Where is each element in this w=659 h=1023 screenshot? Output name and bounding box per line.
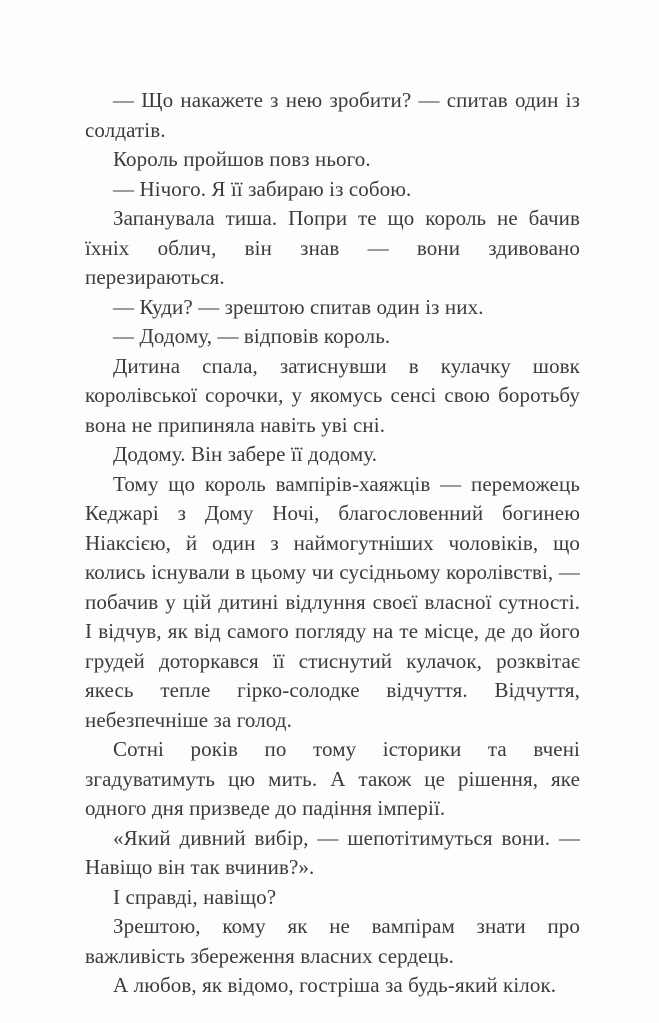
paragraph-dialog: — Куди? — зрештою спитав один із них. xyxy=(113,294,484,319)
paragraph-dialog: — Що накажете з нею зробити? — спитав один із солдатів. xyxy=(85,88,580,142)
book-page-text-block xyxy=(85,86,580,1001)
paragraph-dialog: — Додому, — відповів король. xyxy=(113,324,391,348)
paragraph: Зрештою, кому як не вампірам знати про важливість збереження власних сердець. xyxy=(85,914,580,968)
paragraph-quote: «Який дивний вибір, — шепотітимуться вони. — Навіщо він так вчинив?». xyxy=(85,825,580,879)
paragraph: І справді, навіщо? xyxy=(113,884,277,909)
paragraph: Король пройшов повз нього. xyxy=(113,147,371,171)
paragraph-dialog: — Нічого. Я її забираю із собою. xyxy=(113,176,412,201)
paragraph: Сотні років по тому історики та вчені згадуватимуть цю мить. А також це рішення, яке одного дня призведе до падіння імперії. xyxy=(85,737,580,820)
paragraph: А любов, як відомо, гостріша за будь-який кілок. xyxy=(113,973,557,997)
paragraph: Дитина спала, затиснувши в кулачку шовк королівської сорочки, у якомусь сенсі свою боротьбу вона не припиняла навіть уві сні. xyxy=(85,353,580,437)
paragraph: Додому. Він забере її додому. xyxy=(113,442,378,466)
paragraph: Тому що король вампірів-хаяжців — переможець Кеджарі з Дому Ночі, благословенний богинею Ніаксією, й один з наймогутніших чоловіків, що колись існували в цьому чи сусідньому королівстві, — побачив у цій дитині відлуння своєї власної сутності. І відчув, як від самого погляду на те місце, де до його грудей доторкався її стиснутий кулачок, розквітає якесь тепле гірко-солодке відчуття. Відчуття, небезпечніше за голод. xyxy=(85,471,580,732)
paragraph: Запанувала тиша. Попри те що король не бачив їхніх облич, він знав — вони здивовано перезираються. xyxy=(85,206,580,289)
